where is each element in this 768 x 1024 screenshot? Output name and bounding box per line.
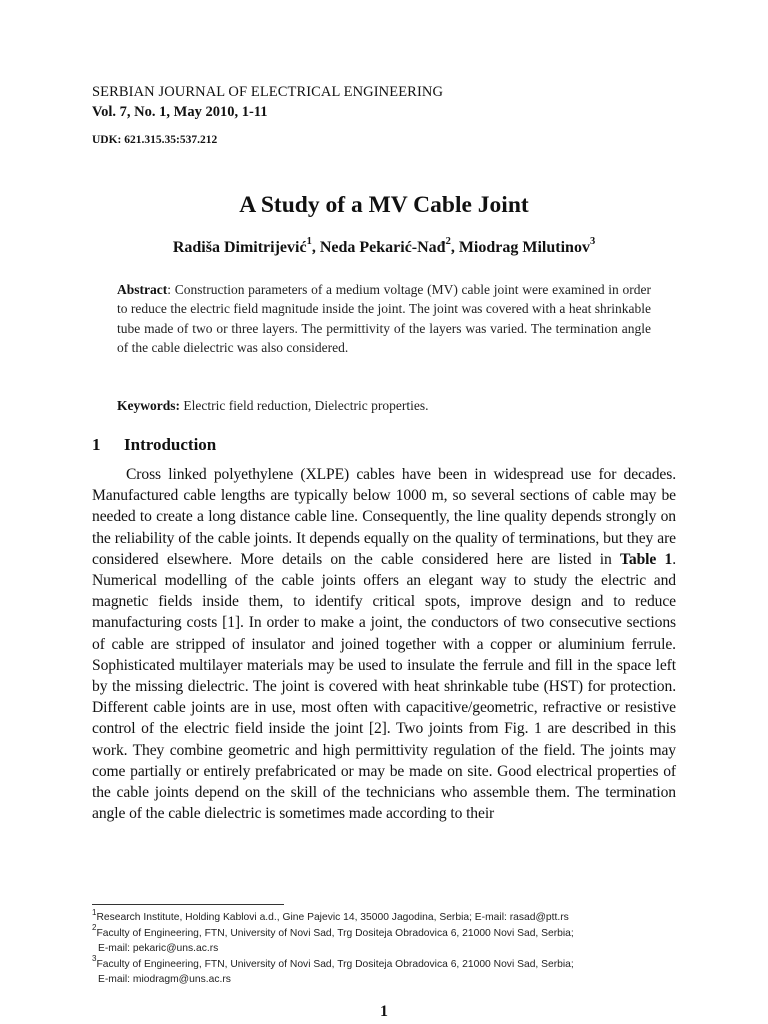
affiliation-mark: 3 <box>589 235 596 247</box>
abstract-text: : Construction parameters of a medium voltage (MV) cable joint were examined in order to reduce the electric field magnitude inside the joint. The joint was covered with a heat shrinkable tube made of two or three layers. The permittivity of the layers was varied. The termination angle of the cable dielectric was also considered. <box>117 282 651 355</box>
keywords-text: Electric field reduction, Dielectric properties. <box>180 398 429 413</box>
author-separator: , <box>450 239 459 256</box>
author-name: Radiša Dimitrijević <box>172 239 307 256</box>
footnote-text: Research Institute, Holding Kablovi a.d., Gine Pajevic 14, 35000 Jagodina, Serbia; E-mail: rasad@ptt.rs <box>96 912 569 923</box>
abstract-label: Abstract <box>117 282 168 297</box>
table-reference: Table 1 <box>620 550 673 568</box>
footnote-divider <box>92 904 284 905</box>
paragraph-text: . Numerical modelling of the cable joints offers an elegant way to study the electric and magnetic fields inside them, to identify critical spots, improve design and to reduce manufacturing costs [1]. In order to make a joint, the conductors of two consecutive sections of cable are stripped of insulator and joined together with a copper or aluminium ferrule. Sophisticated multilayer materials may be used to insulate the ferrule and fill in the space left by the missing dielectric. The joint is covered with heat shrinkable tube (HST) for protection. Different cable joints are in use, most often with capacitive/geometric, refractive or resistive control of the electric field inside the joint [2]. Two joints from Fig. 1 are described in this work. They combine geometric and high permittivity regulation of the field. The joints may come partially or entirely prefabricated or may be made on site. Good electrical properties of the cable joints depend on the skill of the technicians who assemble them. The termination angle of the cable dielectric is sometimes made according to their <box>92 550 677 823</box>
author-list <box>0 236 768 260</box>
affiliation-mark: 1 <box>306 235 312 247</box>
paragraph-text: Cross linked polyethylene (XLPE) cables have been in widespread use for decades. Manufactured cable lengths are typically below 1000 m, so several sections of cable may be needed to create a long distance cable line. Consequently, the line quality depends strongly on the reliability of the cable joints. It depends equally on the quality of terminations, but they are considered elsewhere. More details on the cable considered here are listed in <box>92 466 676 568</box>
section-heading <box>92 433 216 457</box>
udk-code: UDK: 621.315.35:537.212 <box>92 134 218 146</box>
author-name: Miodrag Milutinov <box>458 239 590 256</box>
footnote-mark: 1 <box>92 907 97 917</box>
journal-name: SERBIAN JOURNAL OF ELECTRICAL ENGINEERING <box>92 84 444 100</box>
section-title: Introduction <box>124 435 217 454</box>
footnote-mark: 3 <box>92 954 97 964</box>
footnote <box>92 954 692 973</box>
journal-volume-info: Vol. 7, No. 1, May 2010, 1-11 <box>92 104 268 120</box>
footnote-email: E-mail: pekaric@uns.ac.rs <box>98 943 219 954</box>
keywords-label: Keywords: <box>117 398 180 413</box>
footnote-text: Faculty of Engineering, FTN, University of Novi Sad, Trg Dositeja Obradovica 6, 21000 Novi Sad, Serbia; <box>96 958 574 970</box>
abstract <box>117 280 651 357</box>
page-number: 1 <box>380 1003 388 1020</box>
keywords <box>117 396 651 415</box>
body-paragraph <box>92 464 676 824</box>
footnote-mark: 2 <box>92 923 97 933</box>
footnotes <box>92 907 692 988</box>
footnote <box>92 923 692 942</box>
section-number: 1 <box>92 435 101 454</box>
author-separator: , <box>311 239 320 256</box>
footnote-email: E-mail: miodragm@uns.ac.rs <box>98 974 231 985</box>
author-name: Neda Pekarić-Nađ <box>319 239 446 256</box>
affiliation-mark: 2 <box>445 235 451 247</box>
article-title: A Study of a MV Cable Joint <box>239 192 529 218</box>
footnote <box>92 907 692 926</box>
footnote-text: Faculty of Engineering, FTN, University of Novi Sad, Trg Dositeja Obradovica 6, 21000 Novi Sad, Serbia; <box>96 927 574 939</box>
